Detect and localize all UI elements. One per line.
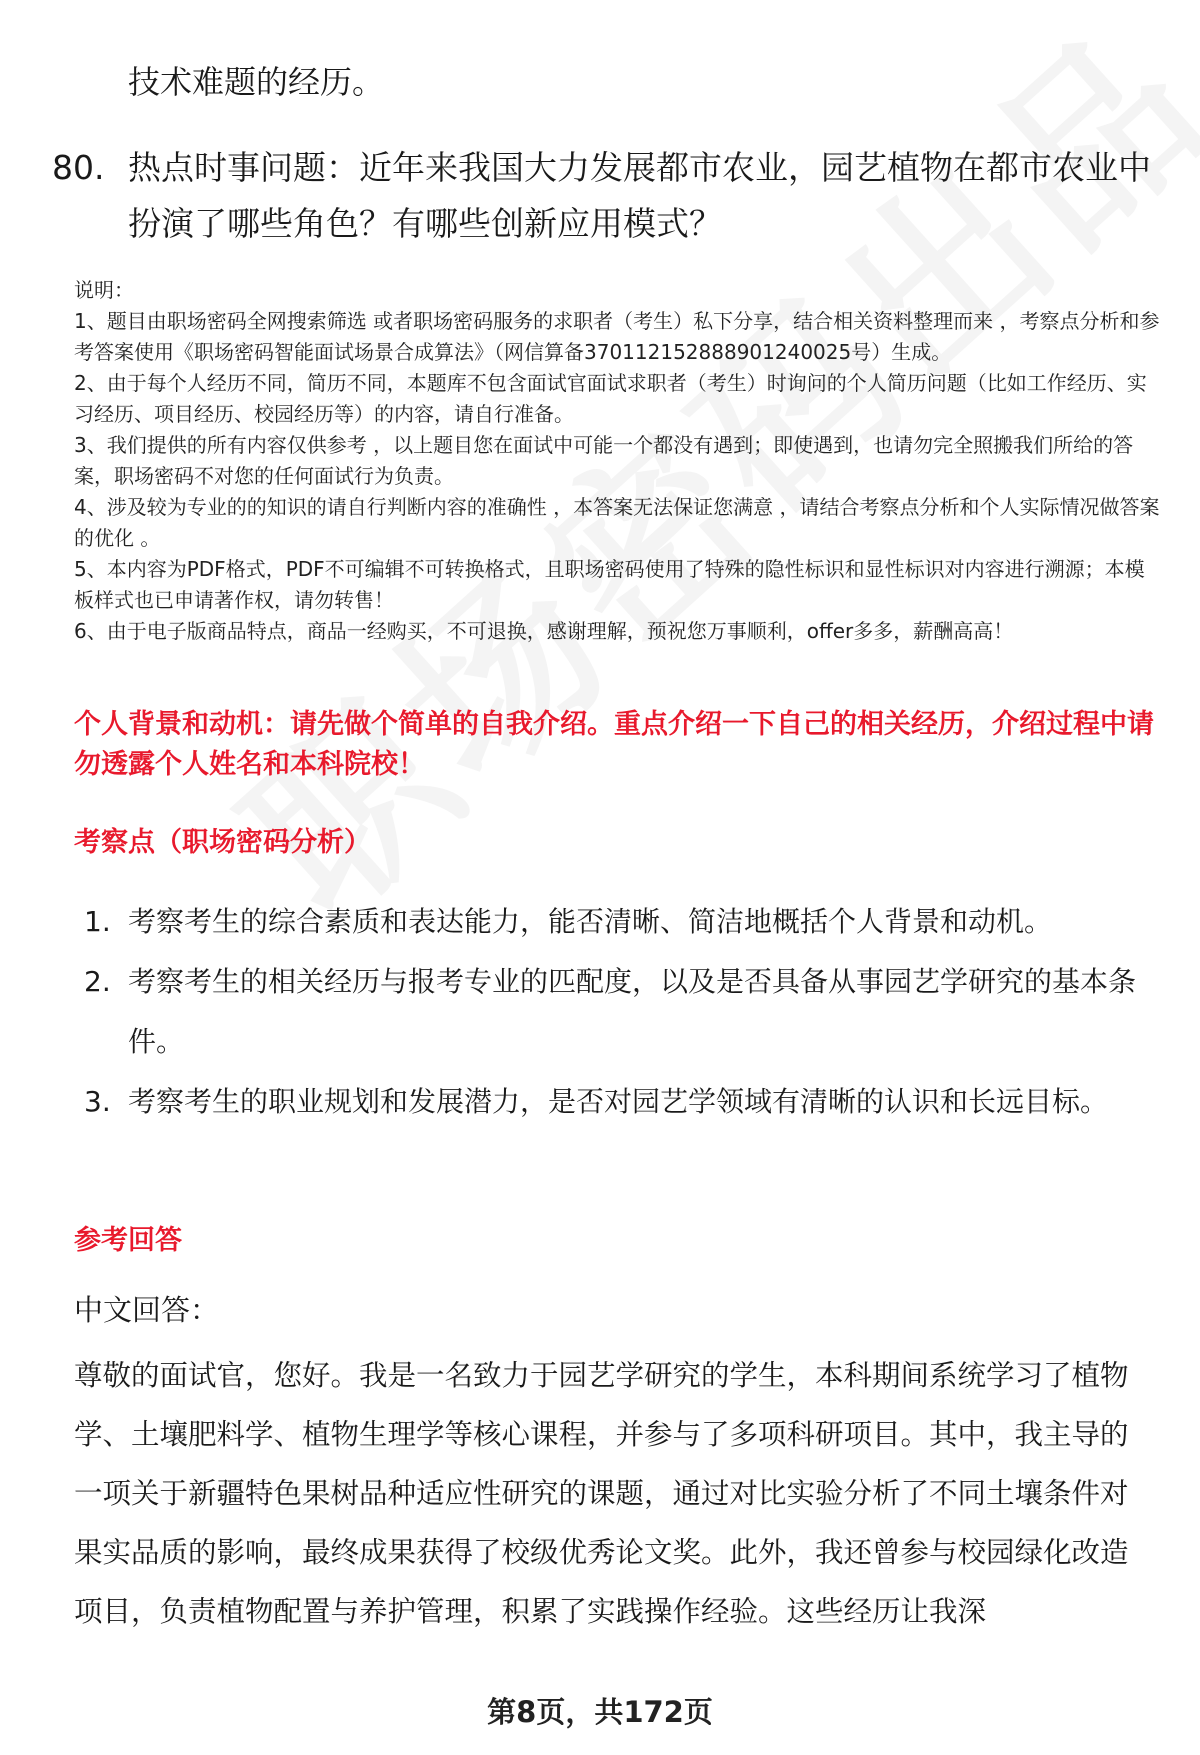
- question-number: 80.: [52, 148, 105, 187]
- point-number: 3.: [84, 1085, 111, 1118]
- point-text: 考察考生的相关经历与报考专业的匹配度，以及是否具备从事园艺学研究的基本条件。: [128, 965, 1137, 1058]
- analysis-point: [84, 892, 1154, 952]
- analysis-heading: 考察点（职场密码分析）: [74, 827, 371, 858]
- note-item: 5、本内容为PDF格式，PDF不可编辑不可转换格式，且职场密码使用了特殊的隐性标识和显性标识对内容进行溯源；本模板样式也已申请著作权，请勿转售！: [74, 557, 1145, 612]
- reference-heading: 参考回答: [74, 1225, 182, 1256]
- continued-text: 技术难题的经历。: [128, 63, 385, 101]
- answer-label: 中文回答：: [74, 1293, 220, 1327]
- analysis-point: [84, 952, 1154, 1072]
- point-text: 考察考生的职业规划和发展潜力，是否对园艺学领域有清晰的认识和长远目标。: [128, 1085, 1109, 1118]
- note-item: 1、题目由职场密码全网搜索筛选 或者职场密码服务的求职者（考生）私下分享，结合相关资料整理而来 ，考察点分析和参考答案使用《职场密码智能面试场景合成算法》（网信算备370112152888901240025号）生成。: [74, 309, 1160, 364]
- point-number: 1.: [84, 905, 111, 938]
- notes-title: 说明：: [74, 278, 134, 302]
- note-item: 3、我们提供的所有内容仅供参考 ，以上题目您在面试中可能一个都没有遇到；即使遇到，也请勿完全照搬我们所给的答案，职场密码不对您的任何面试行为负责。: [74, 433, 1134, 488]
- point-text: 考察考生的综合素质和表达能力，能否清晰、简洁地概括个人背景和动机。: [128, 905, 1053, 938]
- note-item: 2、由于每个人经历不同，简历不同，本题库不包含面试官面试求职者（考生）时询问的个人简历问题（比如工作经历、实习经历、项目经历、校园经历等）的内容，请自行准备。: [74, 371, 1147, 426]
- page-footer: 第8页，共172页: [487, 1695, 713, 1729]
- analysis-point: [84, 1072, 1154, 1132]
- question-item: [52, 140, 1152, 252]
- question-text: 热点时事问题：近年来我国大力发展都市农业，园艺植物在都市农业中扮演了哪些角色？有哪些创新应用模式？: [128, 148, 1151, 243]
- main-question: 个人背景和动机：请先做个简单的自我介绍。重点介绍一下自己的相关经历，介绍过程中请勿透露个人姓名和本科院校！: [74, 709, 1154, 780]
- point-number: 2.: [84, 965, 111, 998]
- answer-text: 尊敬的面试官，您好。我是一名致力于园艺学研究的学生，本科期间系统学习了植物学、土壤肥料学、植物生理学等核心课程，并参与了多项科研项目。其中，我主导的一项关于新疆特色果树品种适应性研究的课题，通过对比实验分析了不同土壤条件对果实品质的影响，最终成果获得了校级优秀论文奖。此外，我还曾参与校园绿化改造项目，负责植物配置与养护管理，积累了实践操作经验。这些经历让我深: [74, 1359, 1129, 1628]
- note-item: 6、由于电子版商品特点，商品一经购买，不可退换，感谢理解，预祝您万事顺利，offer多多，薪酬高高！: [74, 619, 1014, 643]
- analysis-points: [84, 892, 1154, 1132]
- notes-section: [74, 275, 1164, 647]
- note-item: 4、涉及较为专业的的知识的请自行判断内容的准确性 ，本答案无法保证您满意 ，请结合考察点分析和个人实际情况做答案的优化 。: [74, 495, 1160, 550]
